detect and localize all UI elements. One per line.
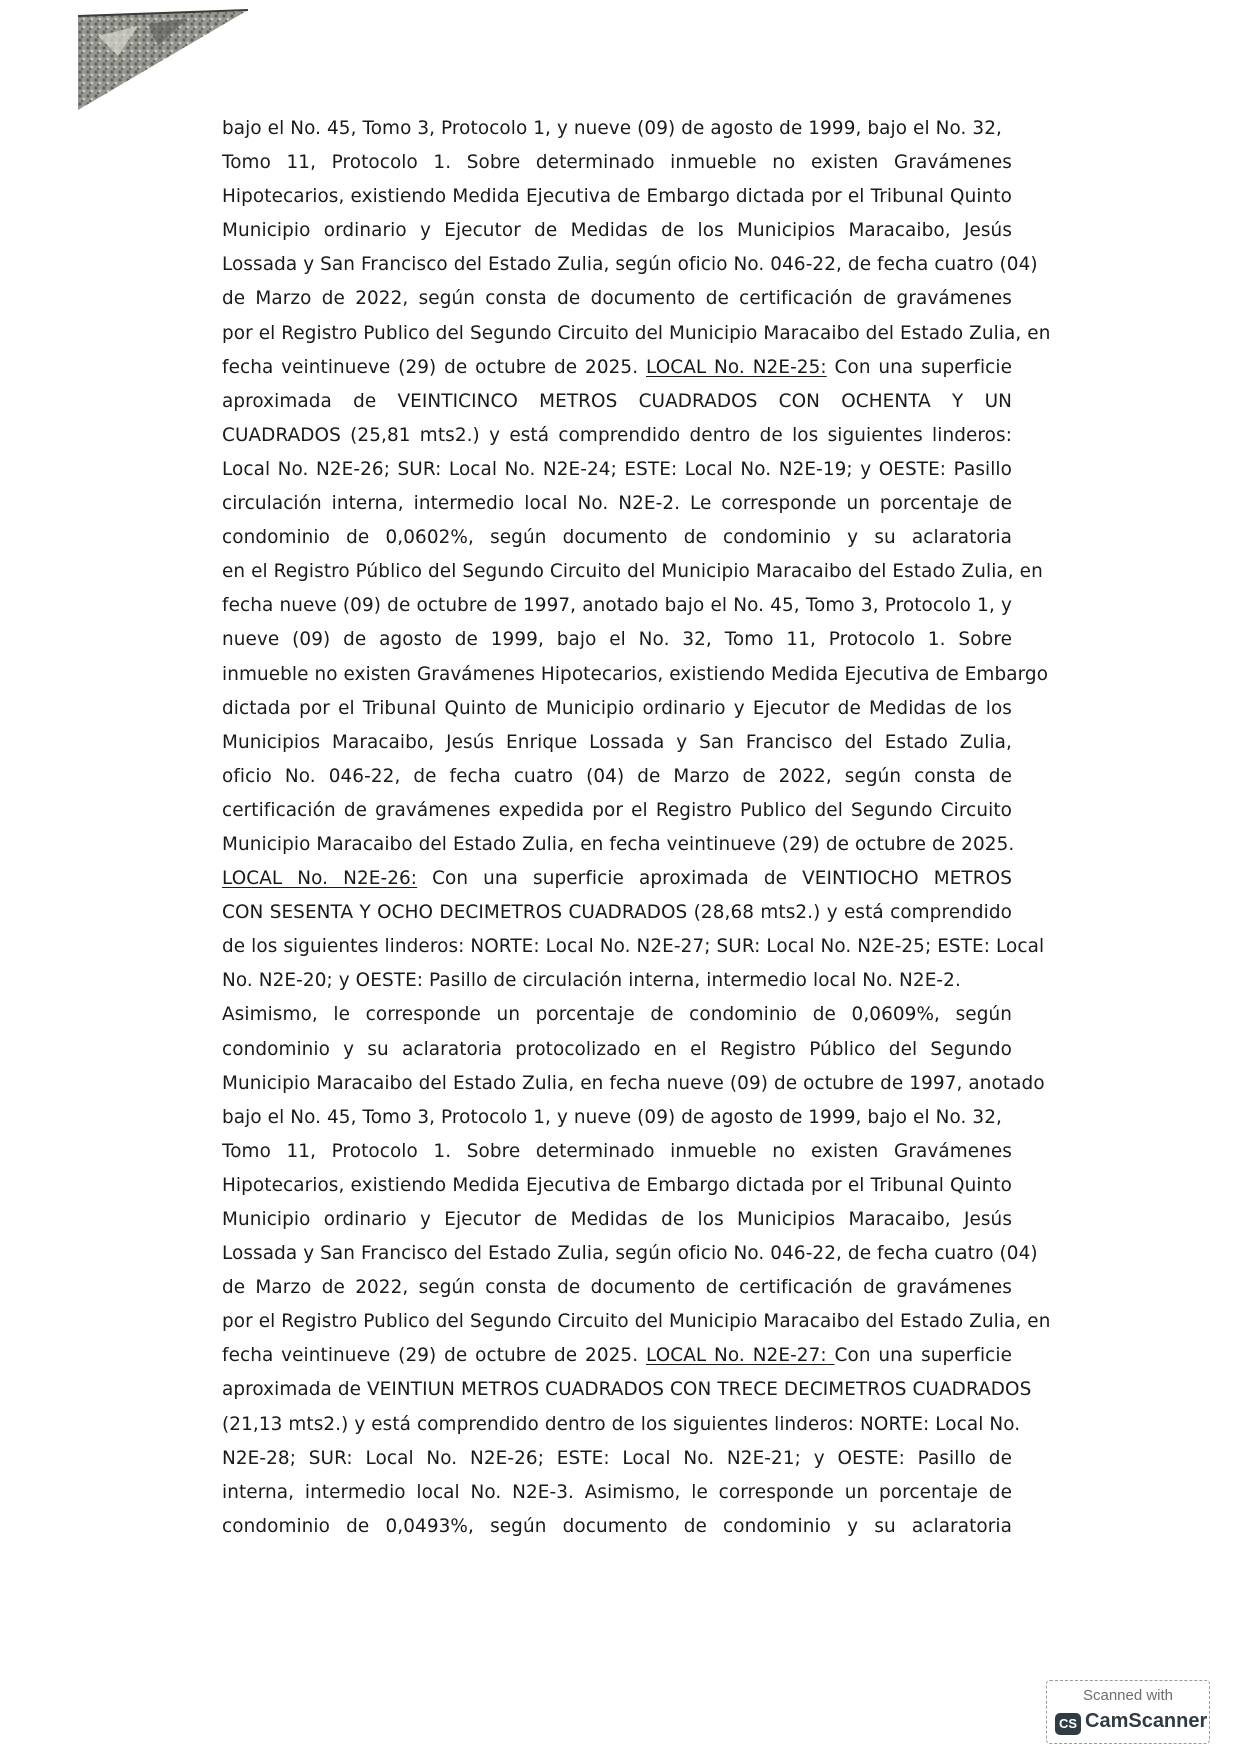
text-line xyxy=(222,1510,1012,1544)
text-segment: Municipio Maracaibo del Estado Zulia, en fecha nueve (09) de octubre de 1997, anotado xyxy=(222,1072,1045,1094)
local-heading: LOCAL No. N2E-27: xyxy=(646,1345,835,1367)
text-line xyxy=(222,487,1012,521)
text-line xyxy=(222,828,1015,862)
text-segment: Con una superficie xyxy=(834,1345,1012,1367)
text-segment: Con una superficie aproximada de VEINTIOCHO METROS xyxy=(432,868,1012,890)
badge-caption: Scanned with xyxy=(1082,1687,1174,1704)
text-line xyxy=(222,1408,1021,1442)
camscanner-logo-icon: CS xyxy=(1055,1713,1081,1735)
text-line xyxy=(222,1033,1012,1067)
badge-app-name: CamScanner xyxy=(1085,1710,1208,1732)
text-line xyxy=(222,1169,1012,1203)
text-segment: Municipio ordinario y Ejecutor de Medidas de los Municipios Maracaibo, Jesús xyxy=(222,220,1012,242)
text-segment: de Marzo de 2022, según consta de documento de certificación de gravámenes xyxy=(222,288,1012,310)
text-line xyxy=(222,146,1012,180)
text-line xyxy=(222,214,1012,248)
document-body xyxy=(222,112,1051,1544)
text-segment: CUADRADOS (25,81 mts2.) y está comprendido dentro de los siguientes linderos: xyxy=(222,424,1012,446)
text-segment: inmueble no existen Gravámenes Hipotecarios, existiendo Medida Ejecutiva de Embargo xyxy=(222,663,1049,685)
text-segment: CON SESENTA Y OCHO DECIMETROS CUADRADOS (28,68 mts2.) y está comprendido xyxy=(222,902,1012,924)
text-segment: por el Registro Publico del Segundo Circuito del Municipio Maracaibo del Estado Zulia, en xyxy=(222,1311,1051,1333)
text-segment: Municipios Maracaibo, Jesús Enrique Lossada y San Francisco del Estado Zulia, xyxy=(222,731,1012,753)
text-line xyxy=(222,1339,1012,1373)
text-segment: oficio No. 046-22, de fecha cuatro (04) de Marzo de 2022, según consta de xyxy=(222,765,1012,787)
text-segment: condominio de 0,0493%, según documento de condominio y su aclaratoria xyxy=(222,1515,1012,1537)
text-line xyxy=(222,623,1012,657)
text-line xyxy=(222,1271,1012,1305)
text-line xyxy=(222,658,1049,692)
text-segment: No. N2E-20; y OESTE: Pasillo de circulación interna, intermedio local No. N2E-2. xyxy=(222,970,961,992)
text-line xyxy=(222,1305,1051,1339)
text-segment: fecha veintinueve (29) de octubre de 2025. xyxy=(222,1345,646,1367)
text-segment: Tomo 11, Protocolo 1. Sobre determinado inmueble no existen Gravámenes xyxy=(222,152,1012,174)
text-line xyxy=(222,896,1012,930)
text-segment: interna, intermedio local No. N2E-3. Asimismo, le corresponde un porcentaje de xyxy=(222,1481,1012,1503)
text-line xyxy=(222,317,1051,351)
text-segment: nueve (09) de agosto de 1999, bajo el No. 32, Tomo 11, Protocolo 1. Sobre xyxy=(222,629,1012,651)
camscanner-badge xyxy=(1046,1680,1210,1744)
text-segment: Municipio Maracaibo del Estado Zulia, en fecha veintinueve (29) de octubre de 2025. xyxy=(222,833,1015,855)
local-heading: LOCAL No. N2E-25: xyxy=(646,356,827,378)
text-line xyxy=(222,1101,1012,1135)
text-segment: Con una superficie xyxy=(826,356,1012,378)
text-line xyxy=(222,180,1012,214)
text-line xyxy=(222,726,1012,760)
text-segment: de Marzo de 2022, según consta de documento de certificación de gravámenes xyxy=(222,1277,1012,1299)
text-segment: aproximada de VEINTIUN METROS CUADRADOS CON TRECE DECIMETROS CUADRADOS xyxy=(222,1379,1032,1401)
text-line xyxy=(222,1203,1012,1237)
text-line xyxy=(222,964,1012,998)
text-segment: Hipotecarios, existiendo Medida Ejecutiva de Embargo dictada por el Tribunal Quinto xyxy=(222,1174,1012,1196)
text-segment: Hipotecarios, existiendo Medida Ejecutiva de Embargo dictada por el Tribunal Quinto xyxy=(222,186,1012,208)
text-segment: por el Registro Publico del Segundo Circuito del Municipio Maracaibo del Estado Zulia, en xyxy=(222,322,1051,344)
text-segment: Municipio ordinario y Ejecutor de Medidas de los Municipios Maracaibo, Jesús xyxy=(222,1209,1012,1230)
text-line xyxy=(222,1442,1012,1476)
text-line xyxy=(222,1476,1012,1510)
text-segment: aproximada de VEINTICINCO METROS CUADRADOS CON OCHENTA Y UN xyxy=(222,390,1012,412)
text-line xyxy=(222,248,1038,282)
text-segment: condominio y su aclaratoria protocolizado en el Registro Público del Segundo xyxy=(222,1038,1012,1060)
text-segment: Lossada y San Francisco del Estado Zulia, según oficio No. 046-22, de fecha cuatro (04) xyxy=(222,1243,1038,1265)
text-segment: circulación interna, intermedio local No. N2E-2. Le corresponde un porcentaje de xyxy=(222,493,1012,515)
text-segment: Lossada y San Francisco del Estado Zulia, según oficio No. 046-22, de fecha cuatro (04) xyxy=(222,254,1038,276)
text-line xyxy=(222,1237,1038,1271)
text-line xyxy=(222,1135,1012,1169)
text-segment: Local No. N2E-26; SUR: Local No. N2E-24; ESTE: Local No. N2E-19; y OESTE: Pasillo xyxy=(222,458,1012,480)
text-line xyxy=(222,862,1012,896)
text-line xyxy=(222,1373,1032,1407)
text-line xyxy=(222,282,1012,316)
text-segment: bajo el No. 45, Tomo 3, Protocolo 1, y nueve (09) de agosto de 1999, bajo el No. 32, xyxy=(222,1106,1002,1128)
text-line xyxy=(222,555,1043,589)
text-segment: bajo el No. 45, Tomo 3, Protocolo 1, y nueve (09) de agosto de 1999, bajo el No. 32, xyxy=(222,118,1002,139)
text-segment: dictada por el Tribunal Quinto de Municipio ordinario y Ejecutor de Medidas de los xyxy=(222,697,1012,719)
text-line xyxy=(222,760,1012,794)
text-line xyxy=(222,930,1045,964)
text-line xyxy=(222,419,1012,453)
text-segment: N2E-28; SUR: Local No. N2E-26; ESTE: Local No. N2E-21; y OESTE: Pasillo de xyxy=(222,1447,1012,1469)
text-segment: Tomo 11, Protocolo 1. Sobre determinado inmueble no existen Gravámenes xyxy=(222,1140,1012,1162)
text-line xyxy=(222,589,1012,623)
text-segment: Asimismo, le corresponde un porcentaje de condominio de 0,0609%, según xyxy=(222,1004,1012,1026)
text-segment: (21,13 mts2.) y está comprendido dentro de los siguientes linderos: NORTE: Local No. xyxy=(222,1413,1021,1435)
corner-stamp-graphic xyxy=(78,6,248,110)
text-line xyxy=(222,998,1012,1032)
text-segment: certificación de gravámenes expedida por el Registro Publico del Segundo Circuito xyxy=(222,799,1012,821)
text-line xyxy=(222,351,1012,385)
text-segment: fecha nueve (09) de octubre de 1997, anotado bajo el No. 45, Tomo 3, Protocolo 1, y xyxy=(222,595,1012,617)
text-line xyxy=(222,794,1012,828)
text-line xyxy=(222,453,1012,487)
text-segment: condominio de 0,0602%, según documento de condominio y su aclaratoria xyxy=(222,527,1012,549)
text-line xyxy=(222,692,1012,726)
text-line xyxy=(222,521,1012,555)
text-line xyxy=(222,1067,1045,1101)
local-heading: LOCAL No. N2E-26: xyxy=(222,868,418,890)
text-line xyxy=(222,112,1012,146)
text-line xyxy=(222,385,1012,419)
text-segment: de los siguientes linderos: NORTE: Local No. N2E-27; SUR: Local No. N2E-25; ESTE: Local xyxy=(222,936,1045,958)
text-segment: fecha veintinueve (29) de octubre de 2025. xyxy=(222,356,646,378)
text-segment: en el Registro Público del Segundo Circuito del Municipio Maracaibo del Estado Zulia, en xyxy=(222,561,1043,583)
